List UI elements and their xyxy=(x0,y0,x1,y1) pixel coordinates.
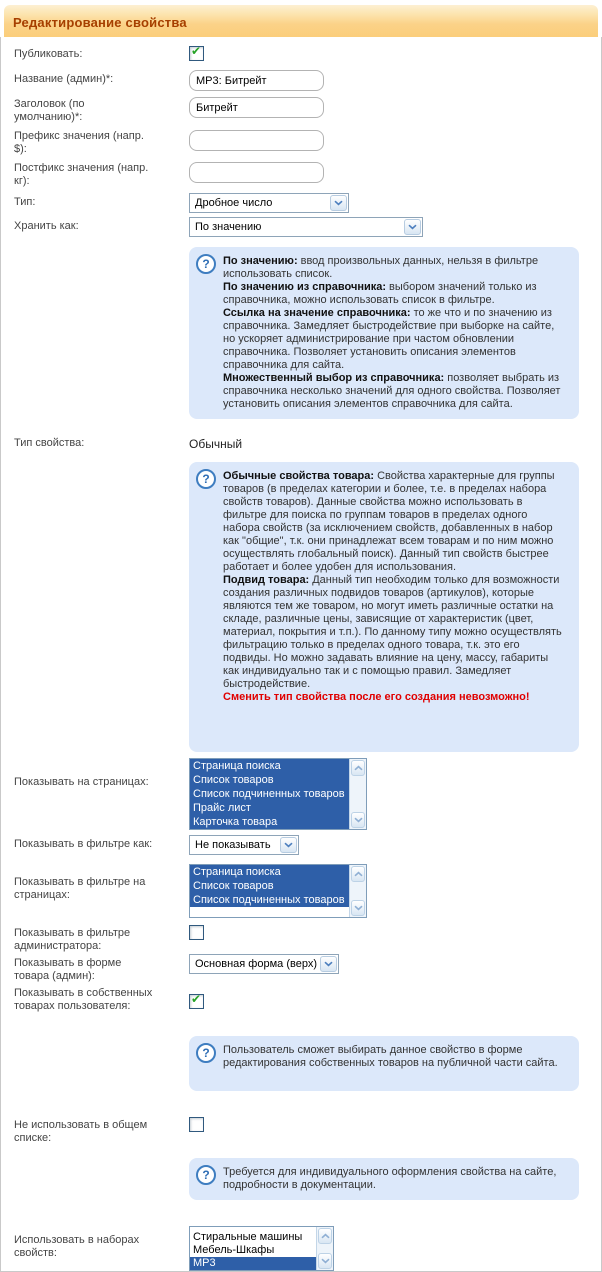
listbox-option[interactable]: Прайс лист xyxy=(190,801,349,815)
check-icon: ✔ xyxy=(191,992,202,1006)
help-line: Подвид товара: Данный тип необходим только для возможности создания различных подвидов товаров (артикулов), которые являются тем же товаром, но могут иметь различные остатки на складе, различные цены, зависящие от характеристик (цвет, материал, покрытия и т.п.). По данному типу можно осуществлять фильтрацию только в пределах одного товара, т.к. это его подвиды. Но можно задавать влияние на цену, массу, габариты как индивидуально так и с помощью правил. Замедляет быстродействие. xyxy=(223,574,562,690)
field-label-filter-pages: Показывать в фильтре на страницах: xyxy=(14,876,146,901)
listbox-option[interactable]: Мебель-Шкафы xyxy=(193,1244,275,1256)
property-type-warning: Сменить тип свойства после его создания невозможно! xyxy=(223,691,530,703)
help-line: По значению из справочника: выбором значений только из справочника, можно использовать список в фильтре. xyxy=(223,281,537,306)
admin-name-input[interactable] xyxy=(189,70,324,91)
field-label-property-sets: Использовать в наборах свойств: xyxy=(14,1234,140,1259)
field-label-default-title: Заголовок (по умолчанию)*: xyxy=(14,98,85,123)
product-form-select-value: Основная форма (верх) xyxy=(195,958,317,970)
store-as-select-value: По значению xyxy=(195,221,262,233)
listbox-option[interactable]: Стиральные машины xyxy=(193,1231,303,1243)
help-line: По значению: ввод произвольных данных, нельзя в фильтре использовать список. xyxy=(223,255,539,280)
scroll-down-icon[interactable] xyxy=(351,900,365,916)
scrollbar[interactable] xyxy=(349,759,366,829)
field-label-show-on-pages: Показывать на страницах: xyxy=(14,776,149,788)
scroll-up-icon[interactable] xyxy=(351,760,365,776)
scroll-down-icon[interactable] xyxy=(318,1253,332,1269)
show-on-pages-listbox[interactable] xyxy=(189,758,367,830)
field-label-admin-filter: Показывать в фильтре администратора: xyxy=(14,927,131,952)
value-postfix-input[interactable] xyxy=(189,162,324,183)
property-type-value: Обычный xyxy=(189,437,243,451)
edit-property-panel xyxy=(0,37,602,1272)
scrollbar[interactable] xyxy=(349,865,366,917)
field-label-property-type: Тип свойства: xyxy=(14,437,85,449)
listbox-option[interactable]: Список товаров xyxy=(190,879,349,893)
scrollbar[interactable] xyxy=(316,1227,333,1270)
filter-as-select-value: Не показывать xyxy=(195,839,271,851)
default-title-input[interactable] xyxy=(189,97,324,118)
property-sets-listbox[interactable] xyxy=(189,1226,334,1271)
chevron-down-icon xyxy=(280,837,297,853)
scroll-up-icon[interactable] xyxy=(318,1228,332,1244)
help-icon: ? xyxy=(196,1165,216,1185)
type-select[interactable] xyxy=(189,193,349,213)
listbox-option[interactable]: Список товаров xyxy=(190,773,349,787)
listbox-option[interactable]: Список подчиненных товаров xyxy=(190,893,349,907)
check-icon: ✔ xyxy=(191,44,202,58)
property-type-help xyxy=(189,462,579,752)
store-as-select[interactable] xyxy=(189,217,423,237)
type-select-value: Дробное число xyxy=(195,197,273,209)
scroll-up-icon[interactable] xyxy=(351,866,365,882)
common-list-help xyxy=(189,1158,579,1200)
listbox-option[interactable]: Карточка товара xyxy=(190,815,349,829)
chevron-down-icon xyxy=(330,195,347,211)
field-label-type: Тип: xyxy=(14,196,36,208)
store-as-help xyxy=(189,247,579,419)
field-label-admin-name: Название (админ)*: xyxy=(14,73,114,85)
field-label-value-prefix: Префикс значения (напр. $): xyxy=(14,130,144,155)
listbox-option[interactable]: Страница поиска xyxy=(190,759,349,773)
own-products-help xyxy=(189,1036,579,1091)
help-icon: ? xyxy=(196,469,216,489)
field-label-common-list: Не использовать в общем списке: xyxy=(14,1119,148,1144)
field-label-value-postfix: Постфикс значения (напр. кг): xyxy=(14,162,149,187)
value-prefix-input[interactable] xyxy=(189,130,324,151)
help-icon: ? xyxy=(196,1043,216,1063)
page-title: Редактирование свойства xyxy=(13,15,187,30)
scroll-down-icon[interactable] xyxy=(351,812,365,828)
help-line: Пользователь сможет выбирать данное свойство в форме редактирования собственных товаров на публичной части сайта. xyxy=(223,1044,558,1069)
filter-as-select[interactable] xyxy=(189,835,299,855)
product-form-select[interactable] xyxy=(189,954,339,974)
admin-filter-checkbox[interactable] xyxy=(189,925,204,940)
listbox-option[interactable]: MP3 xyxy=(190,1257,316,1270)
common-list-checkbox[interactable] xyxy=(189,1117,204,1132)
field-label-filter-as: Показывать в фильтре как: xyxy=(14,838,153,850)
listbox-option[interactable]: Страница поиска xyxy=(190,865,349,879)
page-header xyxy=(4,5,598,37)
chevron-down-icon xyxy=(320,956,337,972)
filter-pages-listbox[interactable] xyxy=(189,864,367,918)
listbox-option[interactable]: Список подчиненных товаров xyxy=(190,787,349,801)
chevron-down-icon xyxy=(404,219,421,235)
help-line: Требуется для индивидуального оформления свойства на сайте, подробности в документации. xyxy=(223,1166,557,1191)
help-line: Обычные свойства товара: Свойства характерные для группы товаров (в пределах категории и более, т.е. в пределах набора свойств товаров). Данные свойства можно использовать в фильтре для поиска по группам товаров в пределах одного набора свойств (за исключением свойств, добавленных в набор как "общие", т.к. они принадлежат всем товарам и по ним можно осуществлять глобальный поиск). Данный тип свойств быстрее работает и более удобен для использования. xyxy=(223,470,555,573)
field-label-own-products: Показывать в собственных товарах пользователя: xyxy=(14,987,153,1012)
publish-checkbox[interactable] xyxy=(189,46,204,61)
help-line: Ссылка на значение справочника: то же что и по значению из справочника. Замедляет быстродействие при выборке на сайте, но ускоряет администрирование при частом обновлении справочника. Позволяет установить описания элементов справочника для сайта. xyxy=(223,307,555,371)
help-line: Множественный выбор из справочника: позволяет выбрать из справочника несколько значений для одного свойства. Позволяет установить описания элементов справочника для сайта. xyxy=(223,372,561,410)
field-label-product-form: Показывать в форме товара (админ): xyxy=(14,957,122,982)
field-label-store-as: Хранить как: xyxy=(14,220,79,232)
field-label-publish: Публиковать: xyxy=(14,48,83,60)
own-products-checkbox[interactable] xyxy=(189,994,204,1009)
help-icon: ? xyxy=(196,254,216,274)
